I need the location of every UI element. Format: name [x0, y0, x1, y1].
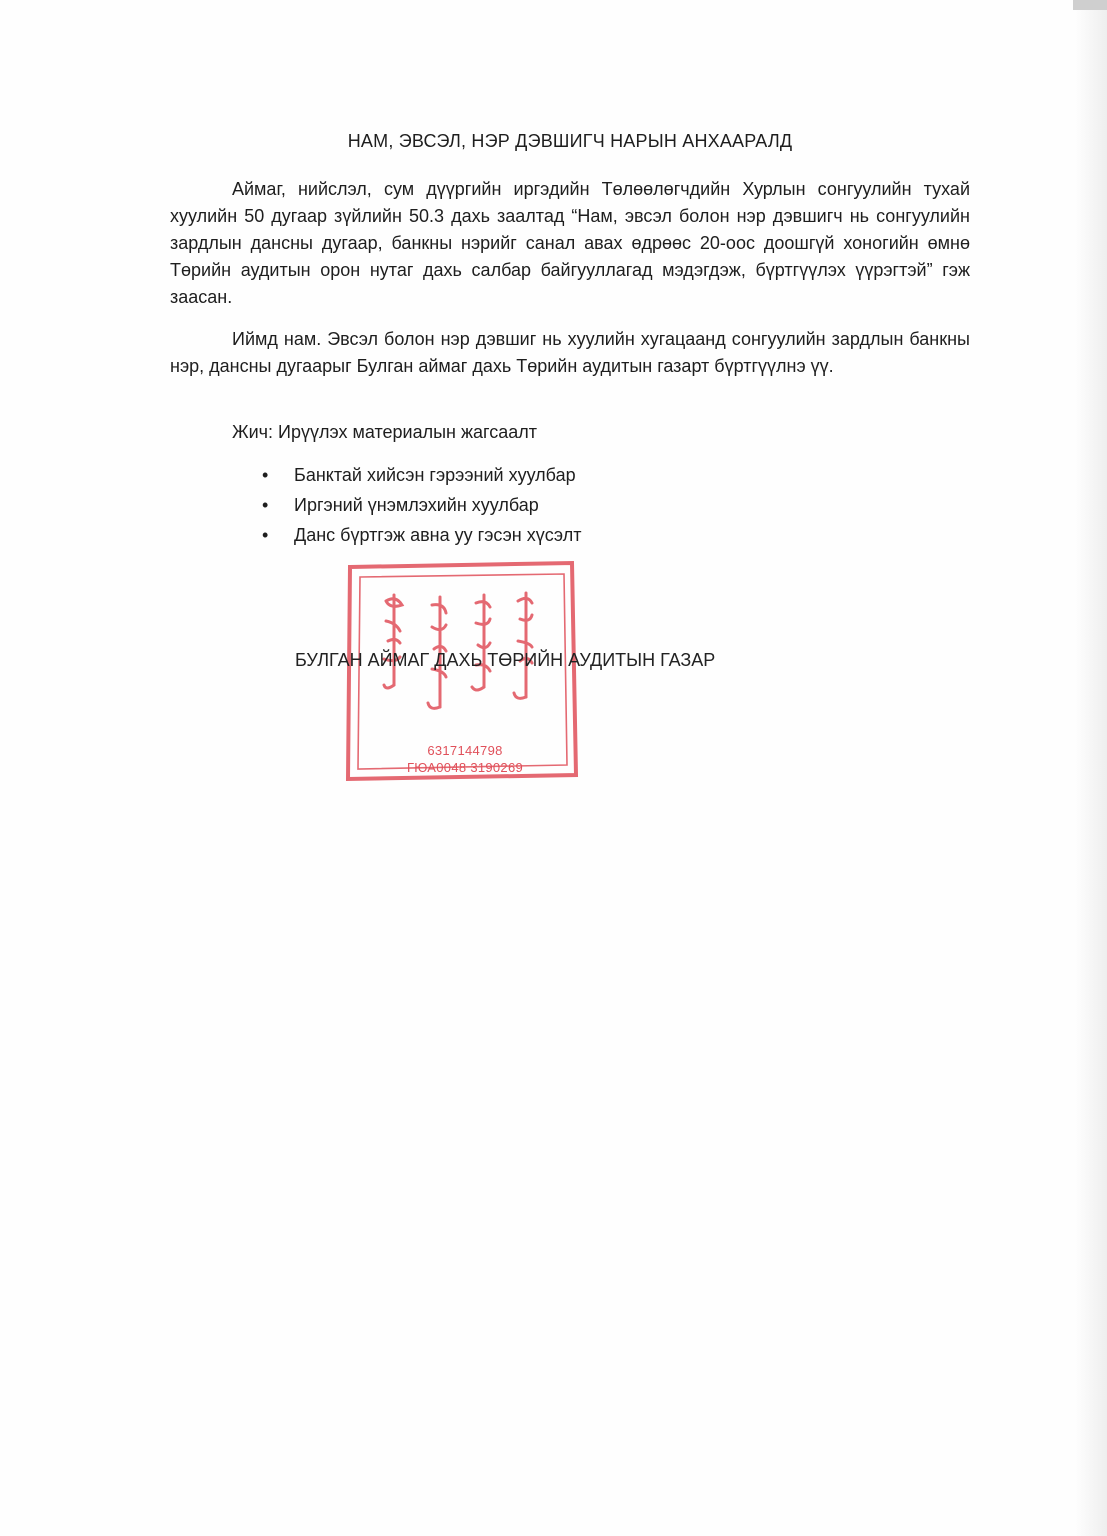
paragraph-law-reference: Аймаг, нийслэл, сум дүүргийн иргэдийн Төлөөлөгчдийн Хурлын сонгуулийн тухай хуулийн 50 дугаар зүйлийн 50.3 дахь заалтад “Нам, эвсэл болон нэр дэвшигч нь сонгуулийн зардлын дансны дугаар, банкны нэрийг санал авах өдрөөс 20-оос доошгүй хоногийн өмнө Төрийн аудитын орон нутаг дахь салбар байгууллагад мэдэгдэж, бүртгүүлэх үүрэгтэй” гэж заасан.	[170, 179, 970, 307]
list-item: • Иргэний үнэмлэхийн хуулбар	[258, 490, 581, 520]
materials-note: Жич: Ирүүлэх материалын жагсаалт	[232, 422, 537, 442]
list-item: • Банктай хийсэн гэрээний хуулбар	[258, 460, 581, 490]
bullet-icon: •	[262, 525, 269, 545]
document-title: НАМ, ЭВСЭЛ, НЭР ДЭВШИГЧ НАРЫН АНХААРАЛД	[347, 131, 793, 151]
bullet-icon: •	[262, 495, 269, 515]
seal-registration-number: 6317144798	[427, 743, 503, 758]
scan-edge-shadow	[1075, 0, 1107, 1536]
list-item: • Данс бүртгэж авна уу гэсэн хүсэлт	[258, 520, 581, 550]
signature-organization: БУЛГАН АЙМАГ ДАХЬ ТӨРИЙН АУДИТЫН ГАЗАР	[295, 650, 716, 670]
seal-account-number: ГЮА0048 3190269	[406, 760, 524, 775]
scan-corner-mark	[1073, 0, 1107, 10]
paragraph-instruction: Иймд нам. Эвсэл болон нэр дэвшиг нь хуулийн хугацаанд сонгуулийн зардлын банкны нэр, дансны дугаарыг Булган аймаг дахь Төрийн аудитын газарт бүртгүүлнэ үү.	[170, 329, 970, 376]
bullet-icon: •	[262, 465, 269, 485]
materials-list	[258, 460, 581, 550]
